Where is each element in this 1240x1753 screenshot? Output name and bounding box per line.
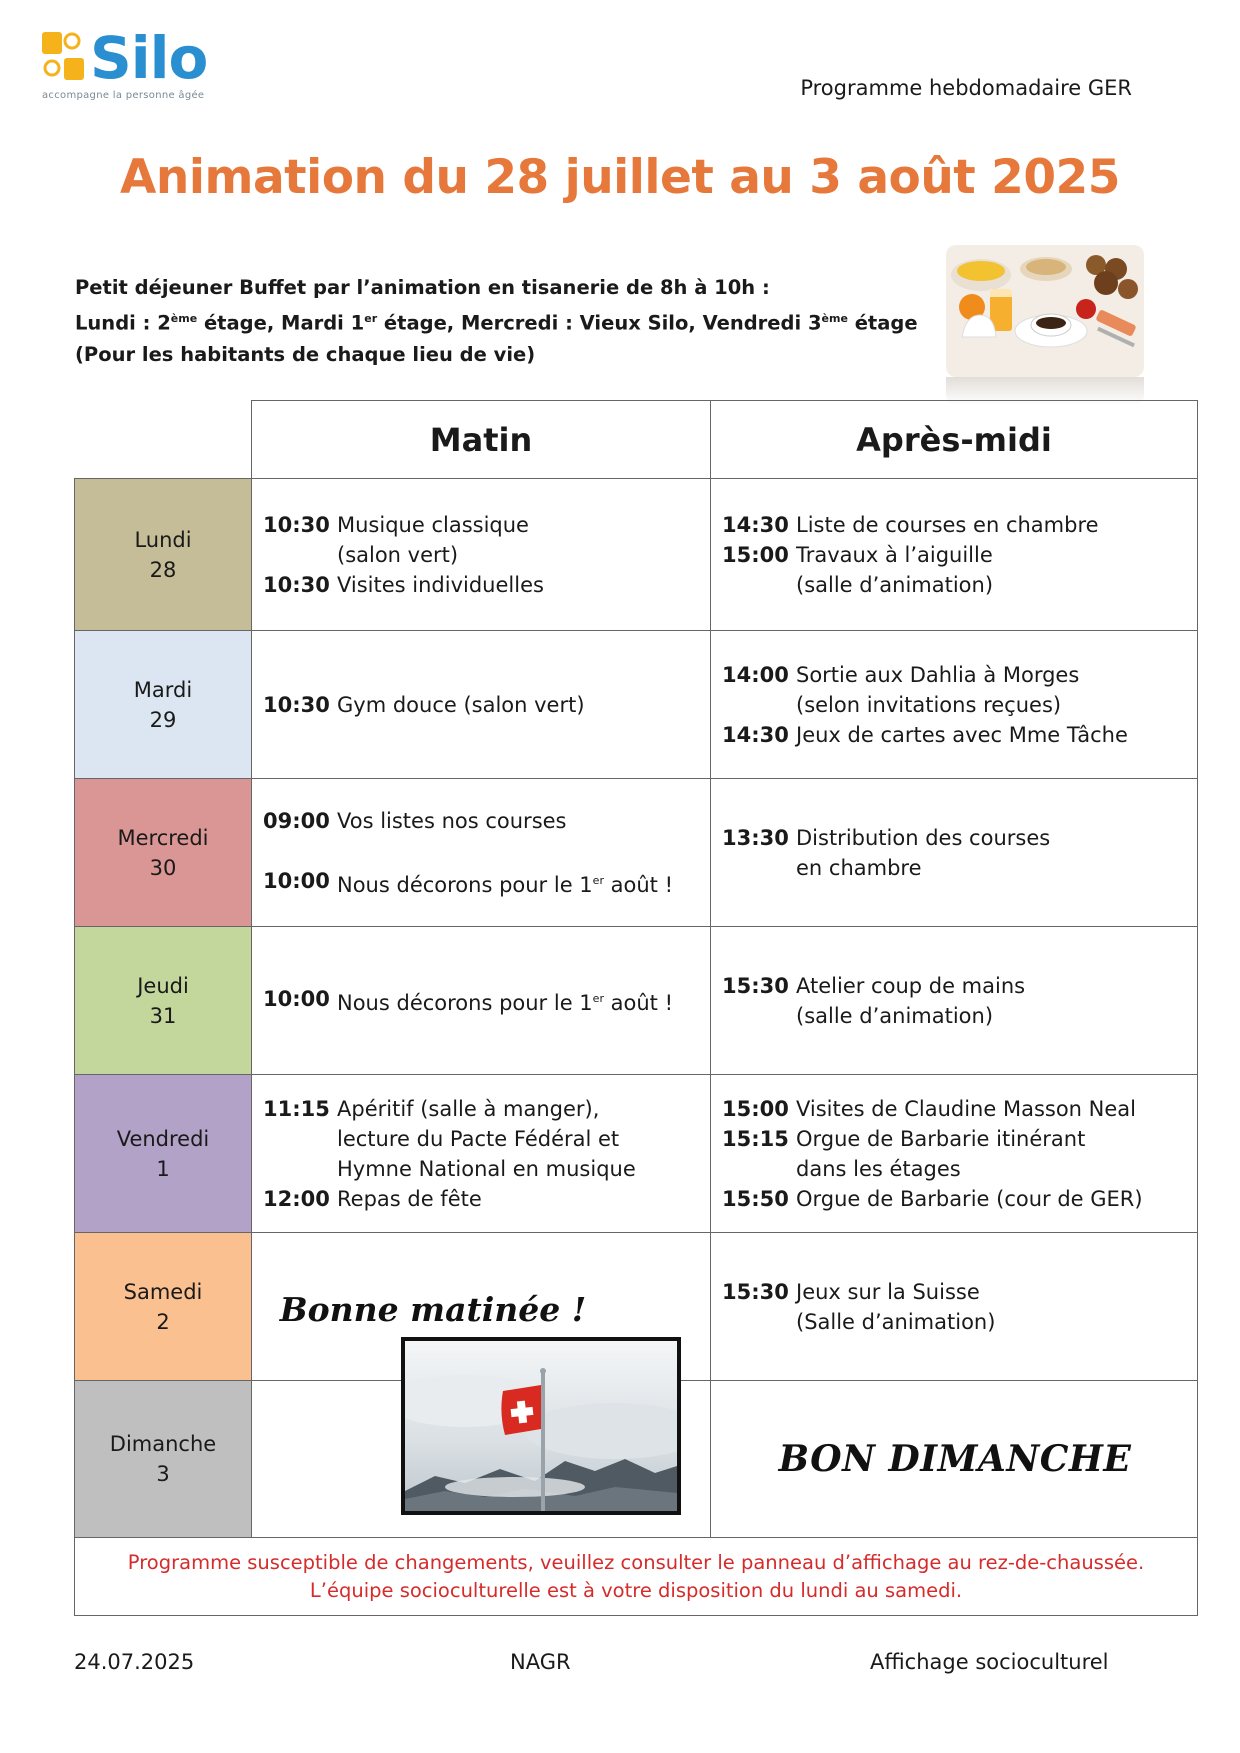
afternoon-cell: [711, 927, 1197, 1074]
event-description: Distribution des courses: [796, 825, 1051, 850]
event-description: Repas de fête: [337, 1186, 482, 1211]
schedule-row-mardi: [74, 631, 1198, 779]
event-line: [722, 1124, 1197, 1154]
footer-category: Affichage socioculturel: [870, 1650, 1109, 1674]
day-name: Vendredi: [116, 1126, 210, 1151]
page-title: Animation du 28 juillet au 3 août 2025: [120, 150, 1120, 205]
day-cell: [75, 779, 252, 926]
event-line: [722, 971, 1197, 1001]
breakfast-line-3: (Pour les habitants de chaque lieu de vie): [75, 342, 536, 366]
event-line: [722, 660, 1197, 690]
event-time: 10:30: [263, 692, 330, 717]
event-continuation: (salon vert): [337, 542, 459, 567]
day-number: 3: [156, 1462, 170, 1486]
logo-wordmark: Silo: [90, 24, 208, 92]
notice-banner: [74, 1538, 1198, 1616]
event-line: [263, 570, 710, 600]
event-time: 09:00: [263, 808, 330, 833]
schedule-row-lundi: [74, 479, 1198, 631]
event-continuation: (salle d’animation): [796, 1003, 994, 1028]
event-description: Atelier coup de mains: [796, 973, 1026, 998]
event-continuation: lecture du Pacte Fédéral et: [337, 1126, 620, 1151]
day-number: 2: [156, 1309, 170, 1334]
event-description: Visites de Claudine Masson Neal: [796, 1096, 1136, 1121]
day-number: 30: [149, 855, 177, 880]
event-time: 15:30: [722, 973, 789, 998]
event-line: [722, 1094, 1197, 1124]
schedule-header: [251, 400, 1198, 478]
event-time: 15:00: [722, 1096, 789, 1121]
notice-line-1: Programme susceptible de changements, veuillez consulter le panneau d’affichage au rez-de-chaussée.: [127, 1550, 1145, 1574]
morning-cell: [252, 479, 711, 630]
event-continuation: (salle d’animation): [796, 572, 994, 597]
event-description: Musique classique: [337, 512, 529, 537]
spacer: [263, 836, 710, 866]
morning-cell: [252, 631, 711, 778]
day-cell: [75, 631, 252, 778]
event-line: [263, 1184, 710, 1214]
event-description: Gym douce (salon vert): [337, 692, 585, 717]
event-line: [263, 866, 710, 900]
event-line: [263, 806, 710, 836]
event-description: Jeux sur la Suisse: [796, 1279, 980, 1304]
day-name: Mercredi: [117, 825, 209, 850]
event-continuation: (Salle d’animation): [796, 1309, 996, 1334]
event-time: 10:30: [263, 512, 330, 537]
event-time: 10:30: [263, 572, 330, 597]
day-name: Lundi: [134, 527, 192, 552]
day-cell: [75, 927, 252, 1074]
afternoon-cell: [711, 779, 1197, 926]
event-description: Nous décorons pour le 1er août !: [337, 872, 673, 897]
notice-line-2: L’équipe socioculturelle est à votre disposition du lundi au samedi.: [309, 1578, 963, 1602]
afternoon-cell: [711, 479, 1197, 630]
breakfast-line-1: Petit déjeuner Buffet par l’animation en tisanerie de 8h à 10h :: [75, 276, 770, 299]
day-cell: [75, 1381, 252, 1537]
morning-cell: [252, 927, 711, 1074]
morning-cell: [252, 779, 711, 926]
event-line: [722, 1184, 1197, 1214]
event-time: 12:00: [263, 1186, 330, 1211]
afternoon-cell: [711, 631, 1197, 778]
event-line: [263, 1094, 710, 1124]
event-description: Vos listes nos courses: [337, 808, 567, 833]
day-number: 1: [156, 1156, 170, 1181]
event-time: 14:30: [722, 722, 789, 747]
schedule-row-mercredi: [74, 779, 1198, 927]
afternoon-cell: [711, 1075, 1197, 1232]
event-line: [722, 540, 1197, 570]
event-time: 15:50: [722, 1186, 789, 1211]
schedule-row-vendredi: [74, 1075, 1198, 1233]
event-time: 10:00: [263, 868, 330, 893]
day-name: Jeudi: [137, 973, 189, 998]
day-number: 29: [149, 707, 177, 732]
event-line: [722, 823, 1197, 853]
event-continuation: dans les étages: [796, 1156, 961, 1181]
day-name: Dimanche: [109, 1432, 217, 1456]
event-time: 15:00: [722, 542, 789, 567]
event-time: 15:30: [722, 1279, 789, 1304]
event-description: Sortie aux Dahlia à Morges: [796, 662, 1080, 687]
event-description: Jeux de cartes avec Mme Tâche: [796, 722, 1128, 747]
event-time: 11:15: [263, 1096, 330, 1121]
event-continuation: (selon invitations reçues): [796, 692, 1062, 717]
saturday-morning-message: Bonne matinée !: [279, 1290, 587, 1329]
event-description: Apéritif (salle à manger),: [337, 1096, 600, 1121]
event-line: [263, 690, 710, 720]
event-line: [263, 984, 710, 1018]
event-description: Orgue de Barbarie itinérant: [796, 1126, 1086, 1151]
event-line: [722, 510, 1197, 540]
day-cell: [75, 1233, 252, 1380]
logo-tagline: accompagne la personne âgée: [42, 90, 205, 101]
schedule-row-jeudi: [74, 927, 1198, 1075]
breakfast-photo: [946, 245, 1144, 377]
footer-date: 24.07.2025: [74, 1650, 195, 1674]
day-cell: [75, 479, 252, 630]
programme-title: Programme hebdomadaire GER: [800, 76, 1132, 100]
morning-cell: [252, 1075, 711, 1232]
event-time: 14:30: [722, 512, 789, 537]
event-description: Liste de courses en chambre: [796, 512, 1099, 537]
day-cell: [75, 1075, 252, 1232]
day-number: 31: [149, 1003, 177, 1028]
event-line: [722, 720, 1197, 750]
event-line: [263, 510, 710, 540]
event-description: Nous décorons pour le 1er août !: [337, 990, 673, 1015]
day-name: Samedi: [123, 1279, 203, 1304]
event-description: Orgue de Barbarie (cour de GER): [796, 1186, 1143, 1211]
breakfast-line-2: Lundi : 2ème étage, Mardi 1er étage, Mercredi : Vieux Silo, Vendredi 3ème étage: [75, 311, 918, 335]
event-continuation: Hymne National en musique: [337, 1156, 636, 1181]
column-header-afternoon: Après-midi: [856, 420, 1052, 459]
event-line: [722, 1277, 1197, 1307]
event-continuation: en chambre: [796, 855, 922, 880]
day-number: 28: [149, 557, 177, 582]
event-time: 14:00: [722, 662, 789, 687]
afternoon-cell: [711, 1233, 1197, 1380]
event-time: 10:00: [263, 986, 330, 1011]
event-time: 15:15: [722, 1126, 789, 1151]
silo-logo: [42, 24, 242, 105]
event-description: Travaux à l’aiguille: [796, 542, 993, 567]
footer-author: NAGR: [510, 1650, 571, 1674]
day-name: Mardi: [133, 677, 193, 702]
silo-logo-mark-icon: [42, 32, 84, 80]
sunday-message: BON DIMANCHE: [778, 1438, 1132, 1480]
breakfast-info: [75, 272, 918, 370]
event-time: 13:30: [722, 825, 789, 850]
swiss-flag-photo: [401, 1337, 681, 1515]
column-header-morning: Matin: [252, 401, 711, 478]
event-description: Visites individuelles: [337, 572, 544, 597]
